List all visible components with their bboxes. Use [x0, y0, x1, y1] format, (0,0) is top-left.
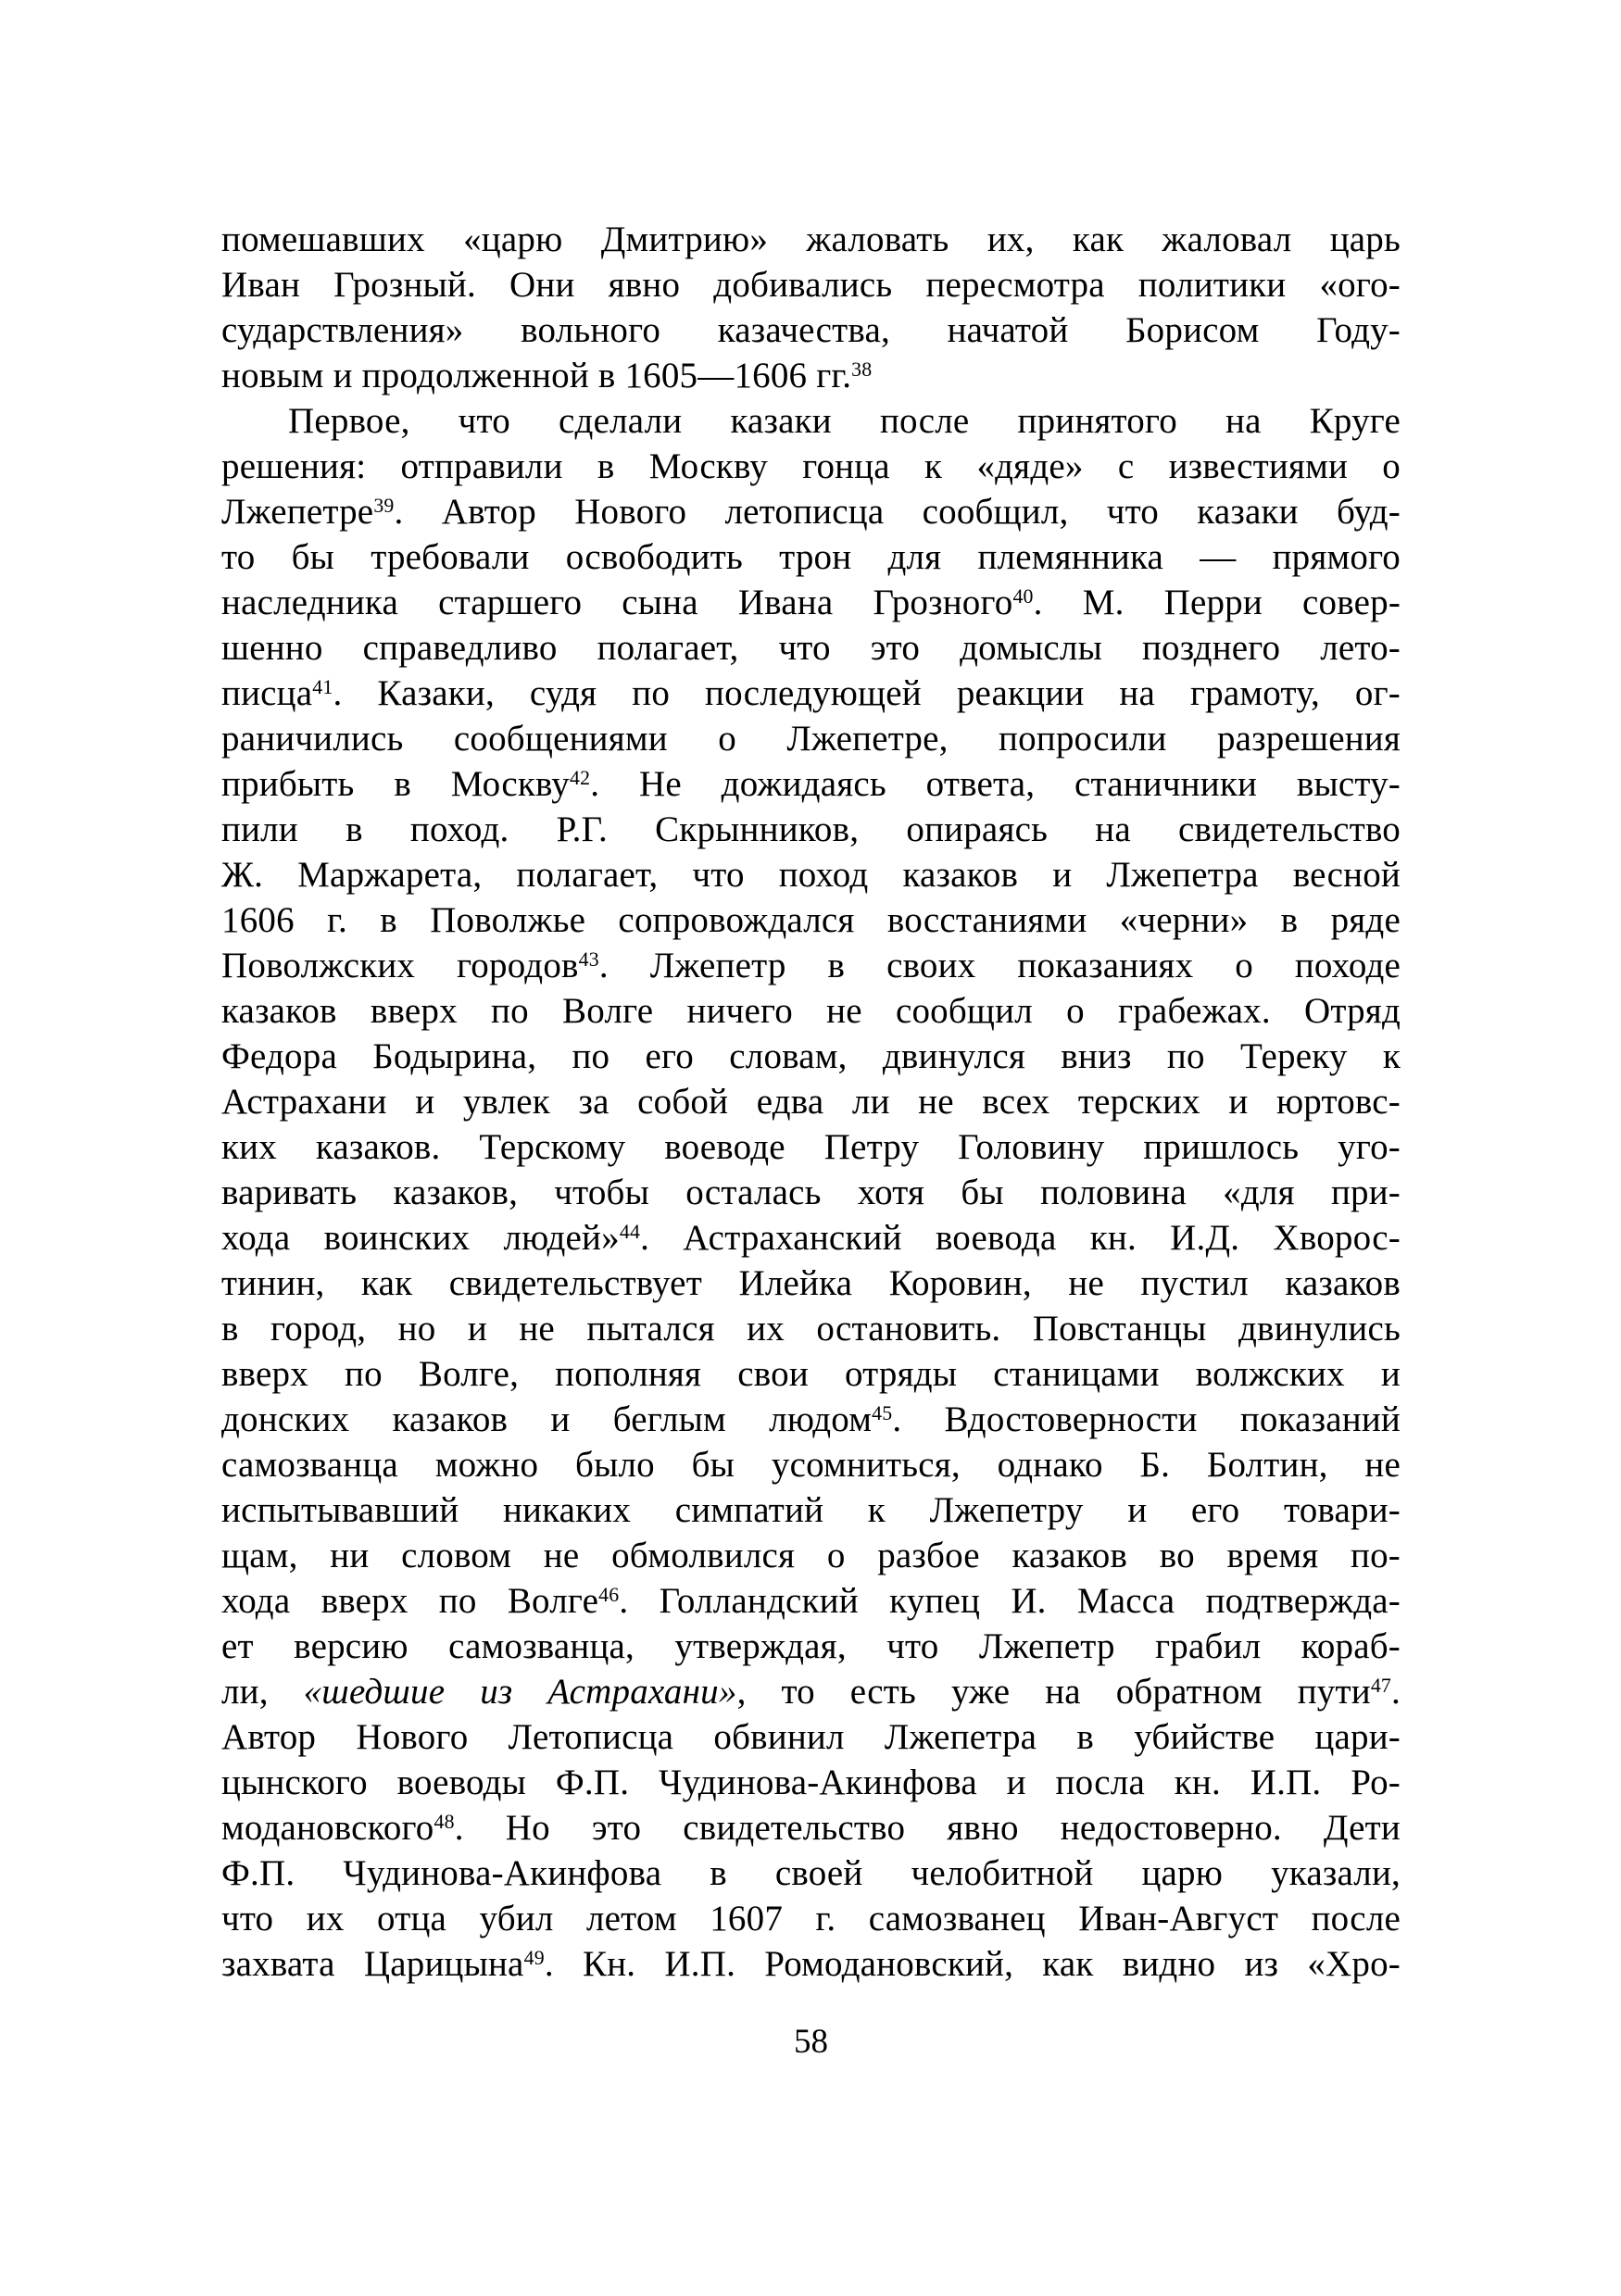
text-segment: щам, ни словом не обмолвился о разбое казаков во время по- [221, 1536, 1401, 1575]
text-segment: Иван Грозный. Они явно добивались пересмотра политики «ого- [221, 265, 1401, 305]
footnote-ref: 46 [598, 1584, 620, 1606]
text-segment: хода вверх по Волге [221, 1581, 599, 1621]
text-line [221, 1442, 1401, 1487]
text-segment: раничились сообщениями о Лжепетре, попросили разрешения [221, 719, 1401, 759]
text-line [221, 1624, 1401, 1669]
footnote-ref: 41 [312, 676, 333, 698]
text-segment: казаков вверх по Волге ничего не сообщил о грабежах. Отряд [221, 991, 1401, 1031]
text-segment: захвата Царицына [221, 1944, 524, 1984]
text-line [221, 1896, 1401, 1941]
text-line [221, 1397, 1401, 1442]
text-segment: . [1391, 1672, 1401, 1712]
footnote-ref: 49 [523, 1947, 545, 1969]
text-segment: Астрахани и увлек за собой едва ли не всех терских и юртовс- [221, 1082, 1401, 1122]
text-segment: 1606 г. в Поволжье сопровождался восстаниями «черни» в ряде [221, 900, 1401, 940]
text-line [221, 580, 1401, 625]
text-segment: Поволжских городов [221, 946, 579, 985]
text-line [221, 1351, 1401, 1397]
text-segment: . Автор Нового летописца сообщил, что казаки буд- [394, 492, 1401, 532]
footnote-ref: 43 [578, 948, 599, 971]
text-segment: . Не дожидаясь ответа, станичники высту- [590, 764, 1401, 804]
text-line [221, 1533, 1401, 1578]
text-line [221, 1124, 1401, 1170]
text-segment: пили в поход. Р.Г. Скрынников, опираясь на свидетельство [221, 809, 1401, 849]
footnote-ref: 48 [434, 1811, 455, 1833]
text-segment: Лжепетре [221, 492, 374, 532]
text-line [221, 1306, 1401, 1351]
text-segment: шенно справедливо полагает, что это домыслы позднего лето- [221, 628, 1401, 668]
text-segment: то бы требовали освободить трон для племянника — прямого [221, 537, 1401, 577]
text-segment: ли, [221, 1672, 304, 1712]
text-line [221, 534, 1401, 580]
text-segment: решения: отправили в Москву гонца к «дяде» с известиями о [221, 446, 1401, 486]
text-segment: самозванца можно было бы усомниться, однако Б. Болтин, не [221, 1445, 1401, 1485]
text-segment: донских казаков и беглым людом [221, 1399, 873, 1439]
text-line [221, 625, 1401, 671]
text-line [221, 1578, 1401, 1624]
footnote-ref: 45 [872, 1402, 893, 1424]
text-segment: . Но это свидетельство явно недостоверно. Дети [454, 1808, 1401, 1848]
text-segment: в город, но и не пытался их остановить. Повстанцы двинулись [221, 1309, 1401, 1349]
text-line [221, 1714, 1401, 1760]
text-line [221, 716, 1401, 761]
text-segment: . Кн. И.П. Ромодановский, как видно из «Хро- [544, 1944, 1401, 1984]
text-segment: , то есть уже на обратном пути [736, 1672, 1371, 1712]
page-number: 58 [794, 2023, 828, 2061]
text-line [221, 1805, 1401, 1851]
text-line [221, 353, 1401, 398]
text-line [221, 1941, 1401, 1987]
text-segment: . Лжепетр в своих показаниях о походе [598, 946, 1401, 985]
text-segment: цынского воеводы Ф.П. Чудинова-Акинфова и посла кн. И.П. Ро- [221, 1763, 1401, 1802]
text-segment: варивать казаков, чтобы осталась хотя бы половина «для при- [221, 1173, 1401, 1212]
text-line [221, 1034, 1401, 1079]
text-line [221, 444, 1401, 489]
text-segment: помешавших «царю Дмитрию» жаловать их, как жаловал царь [221, 220, 1401, 259]
footnote-ref: 42 [569, 767, 591, 789]
text-line [221, 1487, 1401, 1533]
text-line [221, 897, 1401, 943]
text-line [221, 943, 1401, 988]
text-line [221, 1760, 1401, 1805]
text-line [221, 262, 1401, 307]
footnote-ref: 39 [373, 495, 395, 517]
text-segment: . Казаки, судя по последующей реакции на грамоту, ог- [333, 673, 1401, 713]
footnote-ref: 40 [1012, 585, 1034, 608]
text-segment: наследника старшего сына Ивана Грозного [221, 583, 1013, 622]
text-block [221, 217, 1401, 1987]
text-line [221, 1851, 1401, 1896]
text-segment: прибыть в Москву [221, 764, 570, 804]
text-segment: что их отца убил летом 1607 г. самозванец Иван-Август после [221, 1899, 1401, 1938]
text-line [221, 489, 1401, 534]
text-line [221, 1079, 1401, 1124]
text-segment: сударствления» вольного казачества, начатой Борисом Году- [221, 310, 1401, 350]
text-line [221, 1170, 1401, 1215]
text-segment: новым и продолженной в 1605—1606 гг. [221, 356, 852, 395]
text-segment: Ф.П. Чудинова-Акинфова в своей челобитной царю указали, [221, 1853, 1401, 1893]
text-segment: Автор Нового Летописца обвинил Лжепетра в убийстве цари- [221, 1717, 1401, 1757]
text-segment: вверх по Волге, пополняя свои отряды станицами волжских и [221, 1354, 1401, 1394]
text-line [221, 217, 1401, 262]
text-segment: писца [221, 673, 313, 713]
text-segment: . Вдостоверности показаний [892, 1399, 1401, 1439]
text-segment: хода воинских людей» [221, 1218, 620, 1258]
text-segment: . Голландский купец И. Масса подтвержда- [619, 1581, 1401, 1621]
text-line [221, 988, 1401, 1034]
text-segment: Первое, что сделали казаки после принятого на Круге [288, 401, 1401, 441]
text-line [221, 852, 1401, 897]
text-segment: тинин, как свидетельствует Илейка Коровин, не пустил казаков [221, 1263, 1401, 1303]
text-line [221, 807, 1401, 852]
text-segment: испытывавший никаких симпатий к Лжепетру и его товари- [221, 1490, 1401, 1530]
text-segment: Ж. Маржарета, полагает, что поход казаков и Лжепетра весной [221, 855, 1401, 895]
text-segment: ет версию самозванца, утверждая, что Лжепетр грабил кораб- [221, 1626, 1401, 1666]
text-line [221, 761, 1401, 807]
text-segment: . М. Перри совер- [1033, 583, 1401, 622]
text-segment: «шедшие из Астрахани» [303, 1672, 737, 1712]
text-line [221, 398, 1401, 444]
text-line [221, 1261, 1401, 1306]
text-segment: ких казаков. Терскому воеводе Петру Головину пришлось уго- [221, 1127, 1401, 1167]
text-segment: Федора Бодырина, по его словам, двинулся вниз по Тереку к [221, 1036, 1401, 1076]
text-line [221, 1215, 1401, 1261]
text-segment: . Астраханский воевода кн. И.Д. Хворос- [640, 1218, 1401, 1258]
footnote-ref: 47 [1370, 1675, 1392, 1697]
footnote-ref: 38 [851, 358, 873, 381]
text-line [221, 1669, 1401, 1714]
footnote-ref: 44 [619, 1221, 641, 1243]
text-line [221, 671, 1401, 716]
text-segment: модановского [221, 1808, 434, 1848]
text-line [221, 307, 1401, 353]
